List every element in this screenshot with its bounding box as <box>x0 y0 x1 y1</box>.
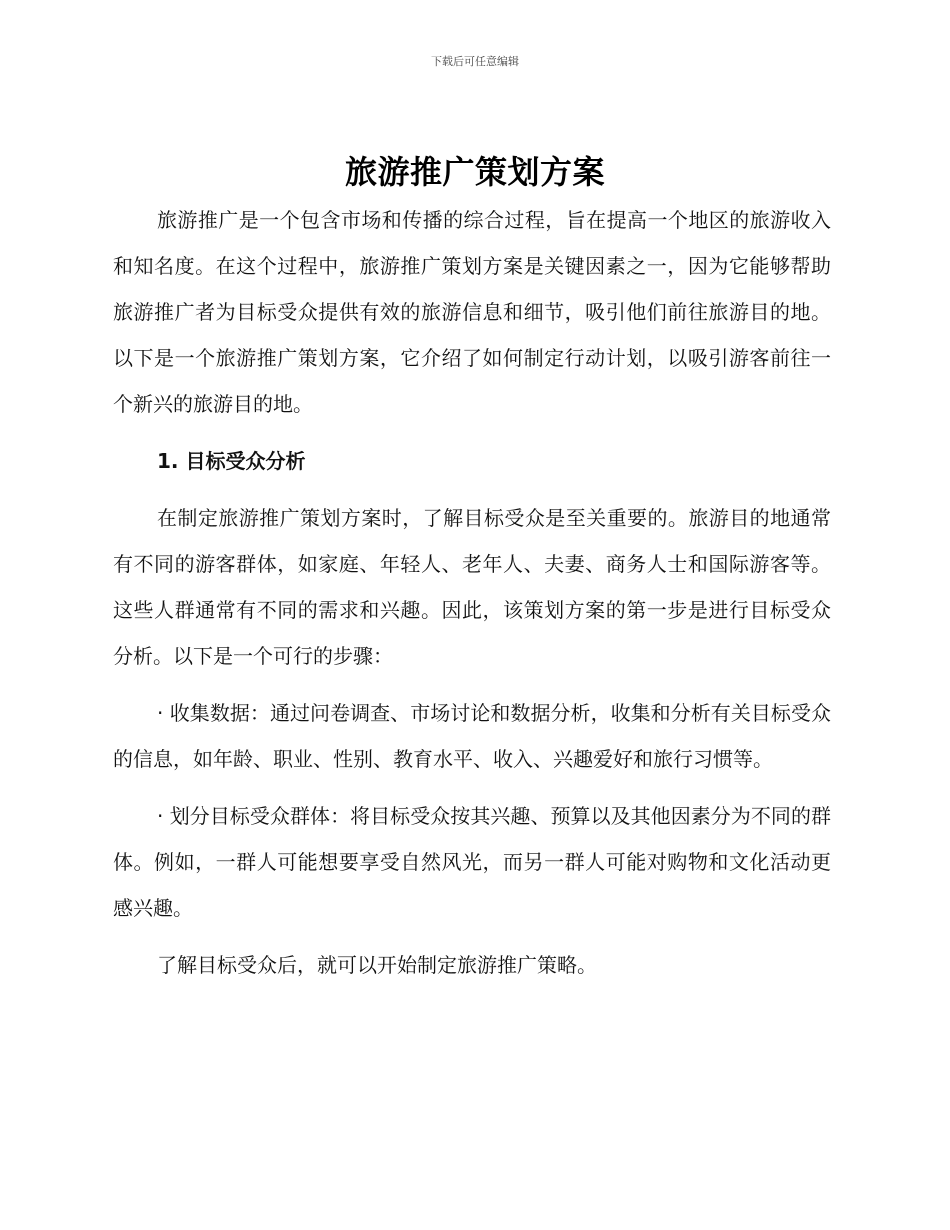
document-title: 旅游推广策划方案 <box>344 153 605 191</box>
section-heading: 1. 目标受众分析 <box>157 449 306 473</box>
page-header-note: 下载后可任意编辑 <box>431 55 519 68</box>
document-body <box>113 197 831 988</box>
conclusion-paragraph: 了解目标受众后，就可以开始制定旅游推广策略。 <box>157 953 597 977</box>
intro-paragraph: 旅游推广是一个包含市场和传播的综合过程，旨在提高一个地区的旅游收入和知名度。在这个过程中，旅游推广策划方案是关键因素之一，因为它能够帮助旅游推广者为目标受众提供有效的旅游信息和细节，吸引他们前往旅游目的地。以下是一个旅游推广策划方案，它介绍了如何制定行动计划，以吸引游客前往一个新兴的旅游目的地。 <box>113 208 831 416</box>
section-paragraph: 在制定旅游推广策划方案时，了解目标受众是至关重要的。旅游目的地通常有不同的游客群体，如家庭、年轻人、老年人、夫妻、商务人士和国际游客等。这些人群通常有不同的需求和兴趣。因此，该策划方案的第一步是进行目标受众分析。以下是一个可行的步骤： <box>113 506 831 668</box>
bullet-segment-audience: · 划分目标受众群体：将目标受众按其兴趣、预算以及其他因素分为不同的群体。例如，一群人可能想要享受自然风光，而另一群人可能对购物和文化活动更感兴趣。 <box>113 804 831 920</box>
bullet-collect-data: · 收集数据：通过问卷调查、市场讨论和数据分析，收集和分析有关目标受众的信息，如年龄、职业、性别、教育水平、收入、兴趣爱好和旅行习惯等。 <box>113 701 831 771</box>
